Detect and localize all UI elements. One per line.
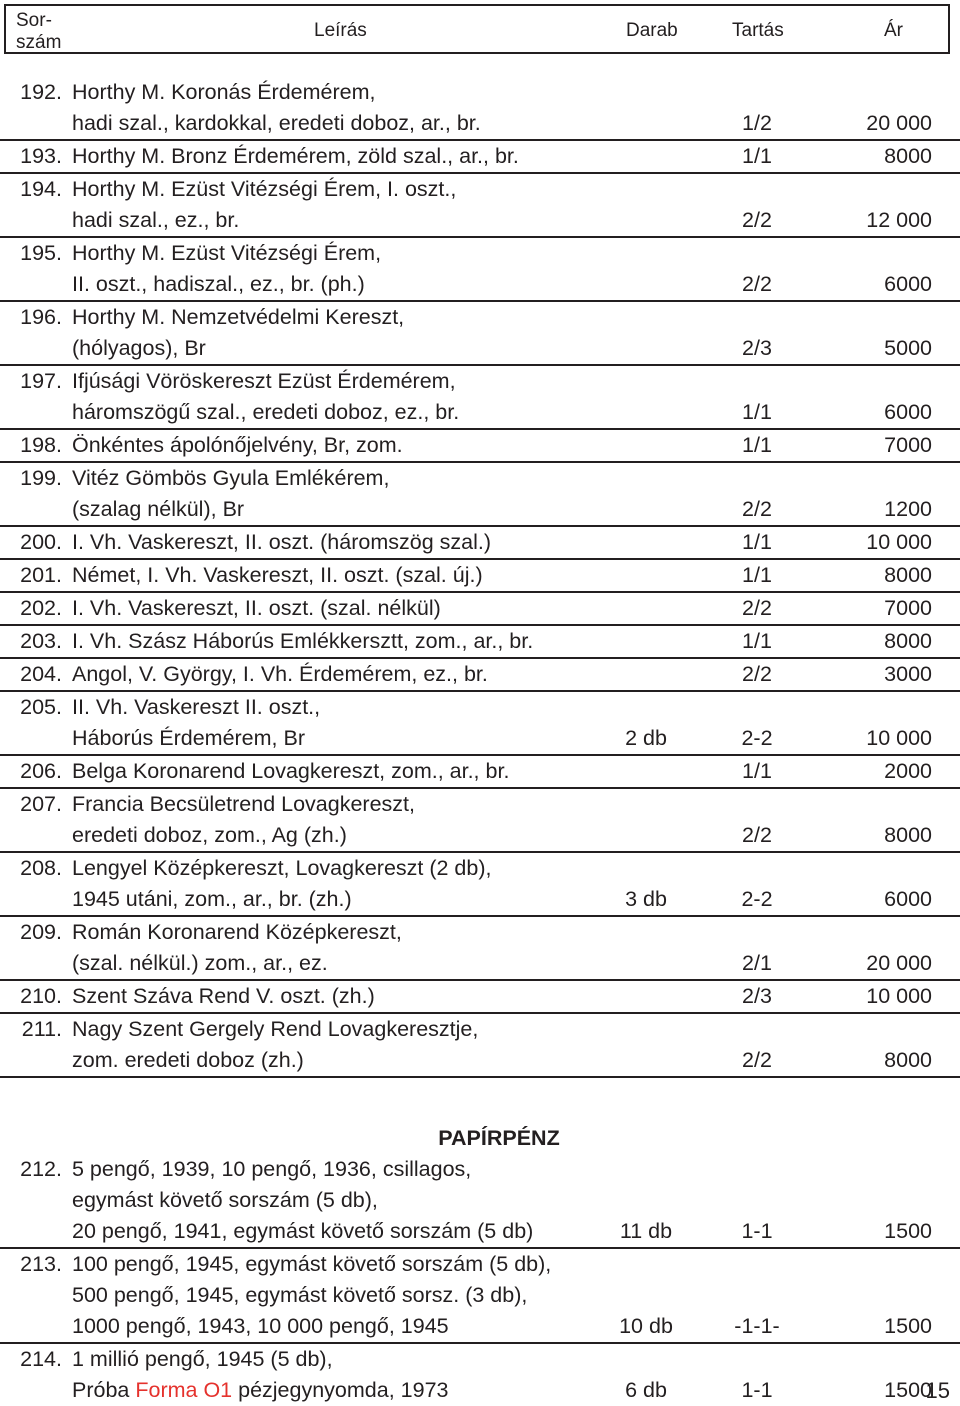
entry-number: 207.: [20, 792, 62, 816]
entry-ar: 7000: [884, 596, 932, 620]
entry-tartas: 1/1: [742, 759, 772, 783]
entry-tartas: 2-2: [741, 887, 773, 911]
entry-ar: 6000: [884, 400, 932, 424]
entry-tartas: 2/3: [742, 336, 772, 360]
entry-line: [0, 1311, 960, 1342]
entry-number: 213.: [20, 1252, 62, 1276]
entry-description: Lengyel Középkereszt, Lovagkereszt (2 db),: [72, 856, 492, 880]
entry-ar: 2000: [884, 759, 932, 783]
catalog-entry: [0, 463, 960, 527]
entry-description: Horthy M. Bronz Érdemérem, zöld szal., ar., br.: [72, 144, 519, 168]
entry-ar: 8000: [884, 823, 932, 847]
entry-description: Román Koronarend Középkereszt,: [72, 920, 402, 944]
entry-line: [0, 560, 960, 591]
entry-tartas: 2-2: [741, 726, 773, 750]
entry-darab: 3 db: [625, 887, 667, 911]
entry-description: Önkéntes ápolónőjelvény, Br, zom.: [72, 433, 403, 457]
catalog-entry: [0, 853, 960, 917]
entry-line: [0, 1344, 960, 1375]
entry-number: 193.: [20, 144, 62, 168]
entry-number: 212.: [20, 1157, 62, 1181]
entry-ar: 1500: [884, 1219, 932, 1243]
entry-ar: 10 000: [866, 726, 932, 750]
entry-line: [0, 1014, 960, 1045]
entry-number: 192.: [20, 80, 62, 104]
entry-tartas: 1-1: [741, 1378, 773, 1402]
catalog-entry: [0, 593, 960, 626]
entry-line: [0, 430, 960, 461]
entry-ar: 10 000: [866, 984, 932, 1008]
entry-description: (hólyagos), Br: [72, 336, 206, 360]
entry-line: [0, 1216, 960, 1247]
header-tartas: Tartás: [732, 20, 784, 41]
catalog-entry: [0, 626, 960, 659]
description-part: Próba: [72, 1378, 136, 1402]
entry-description: Horthy M. Koronás Érdemérem,: [72, 80, 376, 104]
entry-description: 500 pengő, 1945, egymást követő sorsz. (3 db),: [72, 1283, 528, 1307]
entry-line: [0, 1045, 960, 1076]
entry-description: I. Vh. Vaskereszt, II. oszt. (háromszög szal.): [72, 530, 491, 554]
catalog-entry: [0, 1249, 960, 1344]
entry-description: hadi szal., ez., br.: [72, 208, 240, 232]
entry-description: (szalag nélkül), Br: [72, 497, 245, 521]
catalog-entry: [0, 1014, 960, 1078]
entry-description: 1945 utáni, zom., ar., br. (zh.): [72, 887, 352, 911]
entry-line: [0, 108, 960, 139]
entry-description: Szent Száva Rend V. oszt. (zh.): [72, 984, 375, 1008]
catalog-entry: [0, 366, 960, 430]
entry-tartas: 1/1: [742, 530, 772, 554]
table-header: [4, 4, 950, 54]
entry-tartas: 2/2: [742, 497, 772, 521]
entry-number: 203.: [20, 629, 62, 653]
entry-number: 194.: [20, 177, 62, 201]
entry-number: 206.: [20, 759, 62, 783]
entry-line: [0, 77, 960, 108]
entry-line: [0, 820, 960, 851]
entry-description: (szal. nélkül.) zom., ar., ez.: [72, 951, 328, 975]
catalog-entry: [0, 238, 960, 302]
entry-description: Háborús Érdemérem, Br: [72, 726, 305, 750]
entry-tartas: 2/2: [742, 823, 772, 847]
entry-ar: 6000: [884, 887, 932, 911]
entry-ar: 20 000: [866, 951, 932, 975]
entry-line: [0, 948, 960, 979]
entry-ar: 8000: [884, 629, 932, 653]
entry-description: 5 pengő, 1939, 10 pengő, 1936, csillagos,: [72, 1157, 472, 1181]
entry-line: [0, 981, 960, 1012]
entry-line: [0, 494, 960, 525]
entry-ar: 8000: [884, 563, 932, 587]
entry-line: [0, 205, 960, 236]
entry-line: [0, 789, 960, 820]
entry-line: [0, 238, 960, 269]
catalog-entry: [0, 302, 960, 366]
entry-tartas: 2/1: [742, 951, 772, 975]
catalog-entry: [0, 756, 960, 789]
entry-description: Francia Becsületrend Lovagkereszt,: [72, 792, 415, 816]
catalog-entry: [0, 77, 960, 141]
entry-description: 1000 pengő, 1943, 10 000 pengő, 1945: [72, 1314, 449, 1338]
entry-line: [0, 141, 960, 172]
catalog-entry: [0, 692, 960, 756]
entry-number: 196.: [20, 305, 62, 329]
entry-tartas: 1-1: [741, 1219, 773, 1243]
entry-description: I. Vh. Szász Háborús Emlékkersztt, zom., ar., br.: [72, 629, 534, 653]
entry-description: 100 pengő, 1945, egymást követő sorszám (5 db),: [72, 1252, 552, 1276]
entry-number: 201.: [20, 563, 62, 587]
header-leiras: Leírás: [314, 20, 367, 41]
entry-line: [0, 626, 960, 657]
entry-tartas: 1/2: [742, 111, 772, 135]
section-spacer: [0, 1078, 960, 1122]
header-sorszam-line1: Sor-: [16, 10, 52, 31]
entry-line: [0, 527, 960, 558]
entry-tartas: 2/2: [742, 1048, 772, 1072]
catalog-entry: [0, 430, 960, 463]
catalog-entry: [0, 917, 960, 981]
entry-number: 210.: [20, 984, 62, 1008]
entry-description: zom. eredeti doboz (zh.): [72, 1048, 304, 1072]
entry-ar: 6000: [884, 272, 932, 296]
entry-description: egymást követő sorszám (5 db),: [72, 1188, 378, 1212]
entry-description: II. oszt., hadiszal., ez., br. (ph.): [72, 272, 365, 296]
entry-line: [0, 593, 960, 624]
entry-description: [72, 1375, 448, 1406]
entry-line: [0, 917, 960, 948]
entry-number: 200.: [20, 530, 62, 554]
entry-description: Horthy M. Nemzetvédelmi Kereszt,: [72, 305, 405, 329]
entry-line: [0, 853, 960, 884]
entry-ar: 5000: [884, 336, 932, 360]
entry-ar: 8000: [884, 1048, 932, 1072]
entry-number: 195.: [20, 241, 62, 265]
entry-number: 197.: [20, 369, 62, 393]
entry-number: 209.: [20, 920, 62, 944]
header-sorszam: [16, 10, 76, 56]
entry-ar: 1200: [884, 497, 932, 521]
entry-ar: 3000: [884, 662, 932, 686]
entry-description: 1 millió pengő, 1945 (5 db),: [72, 1347, 333, 1371]
entry-description: Belga Koronarend Lovagkereszt, zom., ar., br.: [72, 759, 510, 783]
entry-ar: 1500: [884, 1314, 932, 1338]
description-part: pézjegynyomda, 1973: [232, 1378, 449, 1402]
entry-number: 211.: [21, 1017, 62, 1041]
catalog-entry: [0, 174, 960, 238]
header-darab: Darab: [626, 20, 678, 41]
entry-line: [0, 1249, 960, 1280]
catalog-entry: [0, 789, 960, 853]
entry-darab: 11 db: [619, 1219, 673, 1243]
entry-tartas: 2/3: [742, 984, 772, 1008]
entry-description: eredeti doboz, zom., Ag (zh.): [72, 823, 347, 847]
entry-description: 20 pengő, 1941, egymást követő sorszám (5 db): [72, 1219, 534, 1243]
entry-ar: 7000: [884, 433, 932, 457]
entry-description: I. Vh. Vaskereszt, II. oszt. (szal. nélkül): [72, 596, 441, 620]
entry-ar: 8000: [884, 144, 932, 168]
header-ar: Ár: [884, 20, 903, 41]
entry-tartas: 1/1: [742, 400, 772, 424]
entry-line: [0, 463, 960, 494]
entry-description: Angol, V. György, I. Vh. Érdemérem, ez., br.: [72, 662, 488, 686]
entry-darab: 10 db: [619, 1314, 673, 1338]
catalog-entry: [0, 560, 960, 593]
catalog-entry: [0, 1154, 960, 1249]
entry-number: 214.: [20, 1347, 62, 1371]
entry-line: [0, 333, 960, 364]
entry-description: Ifjúsági Vöröskereszt Ezüst Érdemérem,: [72, 369, 456, 393]
entry-line: [0, 269, 960, 300]
entry-line: [0, 366, 960, 397]
entry-line: [0, 659, 960, 690]
catalog-entry: [0, 1344, 960, 1406]
entry-line: [0, 1154, 960, 1185]
entry-line: [0, 1280, 960, 1311]
section-title: PAPÍRPÉNZ: [438, 1126, 560, 1150]
entry-description: háromszögű szal., eredeti doboz, ez., br.: [72, 400, 460, 424]
entry-line: [0, 397, 960, 428]
header-sorszam-line2: szám: [16, 32, 62, 53]
entry-line: [0, 756, 960, 787]
entry-tartas: 1/1: [742, 144, 772, 168]
entry-line: [0, 692, 960, 723]
entry-tartas: 2/2: [742, 596, 772, 620]
entry-description: Horthy M. Ezüst Vitézségi Érem, I. oszt.,: [72, 177, 457, 201]
entry-description: II. Vh. Vaskereszt II. oszt.,: [72, 695, 321, 719]
entry-darab: 6 db: [625, 1378, 667, 1402]
catalog-entry: [0, 659, 960, 692]
catalog-list: [0, 77, 960, 1406]
entry-tartas: 2/2: [742, 208, 772, 232]
entry-description: Vitéz Gömbös Gyula Emlékérem,: [72, 466, 390, 490]
entry-number: 198.: [20, 433, 62, 457]
entry-number: 205.: [20, 695, 62, 719]
entry-number: 208.: [20, 856, 62, 880]
entry-tartas: 1/1: [742, 629, 772, 653]
entry-number: 202.: [20, 596, 62, 620]
catalog-entry: [0, 527, 960, 560]
entry-number: 204.: [20, 662, 62, 686]
entry-tartas: 1/1: [742, 563, 772, 587]
entry-description: hadi szal., kardokkal, eredeti doboz, ar., br.: [72, 111, 481, 135]
entry-darab: 2 db: [625, 726, 667, 750]
entry-line: [0, 884, 960, 915]
highlight-text: Forma O1: [135, 1378, 233, 1402]
entry-tartas: 2/2: [742, 662, 772, 686]
catalog-entry: [0, 141, 960, 174]
entry-ar: 20 000: [866, 111, 932, 135]
entry-tartas: 1/1: [742, 433, 772, 457]
entry-line: [0, 1185, 960, 1216]
entry-line: [0, 1375, 960, 1406]
entry-description: Horthy M. Ezüst Vitézségi Érem,: [72, 241, 382, 265]
entry-line: [0, 174, 960, 205]
entry-ar: 1500: [884, 1378, 932, 1402]
entry-tartas: -1-1-: [734, 1314, 780, 1338]
entry-ar: 12 000: [866, 208, 932, 232]
entry-description: Német, I. Vh. Vaskereszt, II. oszt. (szal. új.): [72, 563, 483, 587]
catalog-entry: [0, 981, 960, 1014]
entry-tartas: 2/2: [742, 272, 772, 296]
entry-line: [0, 723, 960, 754]
entry-number: 199.: [20, 466, 62, 490]
entry-ar: 10 000: [866, 530, 932, 554]
page-number: 15: [925, 1378, 950, 1403]
entry-line: [0, 302, 960, 333]
entry-description: Nagy Szent Gergely Rend Lovagkeresztje,: [72, 1017, 479, 1041]
